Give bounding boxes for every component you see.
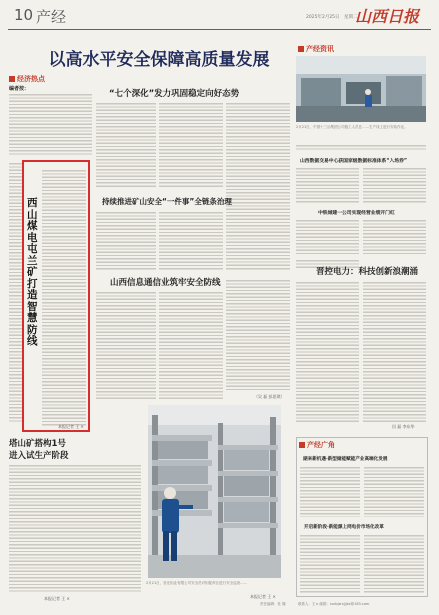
news-1-text-col-1 [296,166,359,204]
feature-byline: 田 磊 李东华 [392,424,415,429]
page-header [0,0,439,36]
article-1-text-col-2 [159,101,223,187]
article-2-title: 持续推进矿山安全“一件事”全链条治理 [102,197,232,206]
subhead-tashan-2: 进入试生产阶段 [9,451,69,461]
footer-contact: 联系人：王× 邮箱：sxrbjzrxjjjkz@163.com [298,602,370,606]
date-line: 2025年2月25日 星期二 [306,15,358,20]
photo-ceiling [296,56,426,74]
article-1-text-col-3 [226,101,290,271]
middle-photo-byline: 本报记者 王 × [250,594,276,599]
news-1-title: 山西数据交易中心获国家级数据标准体系“入场券” [300,159,408,164]
news-2-title: 中铁城建一公司实现经营业绩开门红 [318,211,395,216]
middle-photo-caption: 2月21日，晋北铝业有限公司安全员对铝锭库区进行安全巡查…… [146,581,248,585]
tag-industry-panorama: 产经广角 [299,440,335,450]
photo-caption-lines [296,143,426,151]
warehouse-photo [148,405,281,578]
tashan-article-text [9,463,141,593]
feature-text-col-1 [296,280,359,422]
highlight-byline: 本报记者 王 × [58,424,84,429]
panorama-title-1: 湖来新机遇·新型储能赋能产业高端化发展 [303,457,388,462]
masthead: 山西日报 [355,7,420,26]
photo-ceiling [148,405,281,425]
footer-editor: 责任编辑：杜 娜 [260,602,286,606]
factory-photo-caption: 2月21日，中国十三冶集团公司施工人员在……生产线上进行安装作业。 [296,125,408,129]
tag-square-icon [9,76,15,82]
tag-square-icon [299,442,305,448]
news-2-text-col-1 [296,218,359,254]
tag-industry-news: 产经资讯 [298,44,334,54]
photo-floor [296,106,426,122]
left-edge-text [9,161,23,423]
article-3-text-col-3 [226,278,290,392]
factory-photo [296,56,426,122]
editor-note-label: 编者按： [9,86,30,92]
editor-note-text [9,92,92,156]
news-2-text-col-2 [363,218,426,254]
tashan-byline: 本报记者 王 × [44,596,70,601]
main-headline: 以高水平安全保障高质量发展 [48,50,270,70]
news-1-text-col-2 [363,166,426,204]
feature-title: 晋控电力：科技创新浪潮涌 [316,267,419,277]
subhead-tashan-1: 塔山矿搭构1号 [9,439,66,449]
header-rule [8,29,431,30]
vertical-title: 西山煤电屯兰矿打造智慧防线 [27,197,38,347]
feature-text-col-2 [363,280,426,422]
worker-head [365,89,371,95]
tag-square-icon [298,46,304,52]
panorama-2-text-col-2 [364,533,424,593]
tag-economic-hotspot: 经济热点 [9,74,45,84]
panorama-title-2: 开启新阶段·新能源上网电价市场化改革 [304,525,384,530]
article-3-text-col-1 [96,290,156,400]
highlight-article-text [42,168,86,426]
machinery [301,78,341,106]
panorama-2-text-col-1 [300,533,360,593]
machinery [346,82,381,104]
panorama-1-text-col-2 [364,465,424,517]
article-2-text-col-2 [159,210,223,270]
article-3-text-col-2 [159,290,223,400]
section-name: 产经 [36,8,67,26]
machinery [386,76,422,106]
article-3-byline: （吴 磊 彭思琪） [254,394,285,399]
article-1-title: “七个深化”发力巩固稳定向好态势 [109,89,240,99]
article-2-text-col-1 [96,210,156,270]
worker-body [365,95,372,107]
article-1-text-col-1 [96,101,156,187]
panorama-1-text-col-1 [300,465,360,517]
article-3-title: 山西信息通信业筑牢安全防线 [110,278,221,288]
page-number: 10 [14,6,34,24]
